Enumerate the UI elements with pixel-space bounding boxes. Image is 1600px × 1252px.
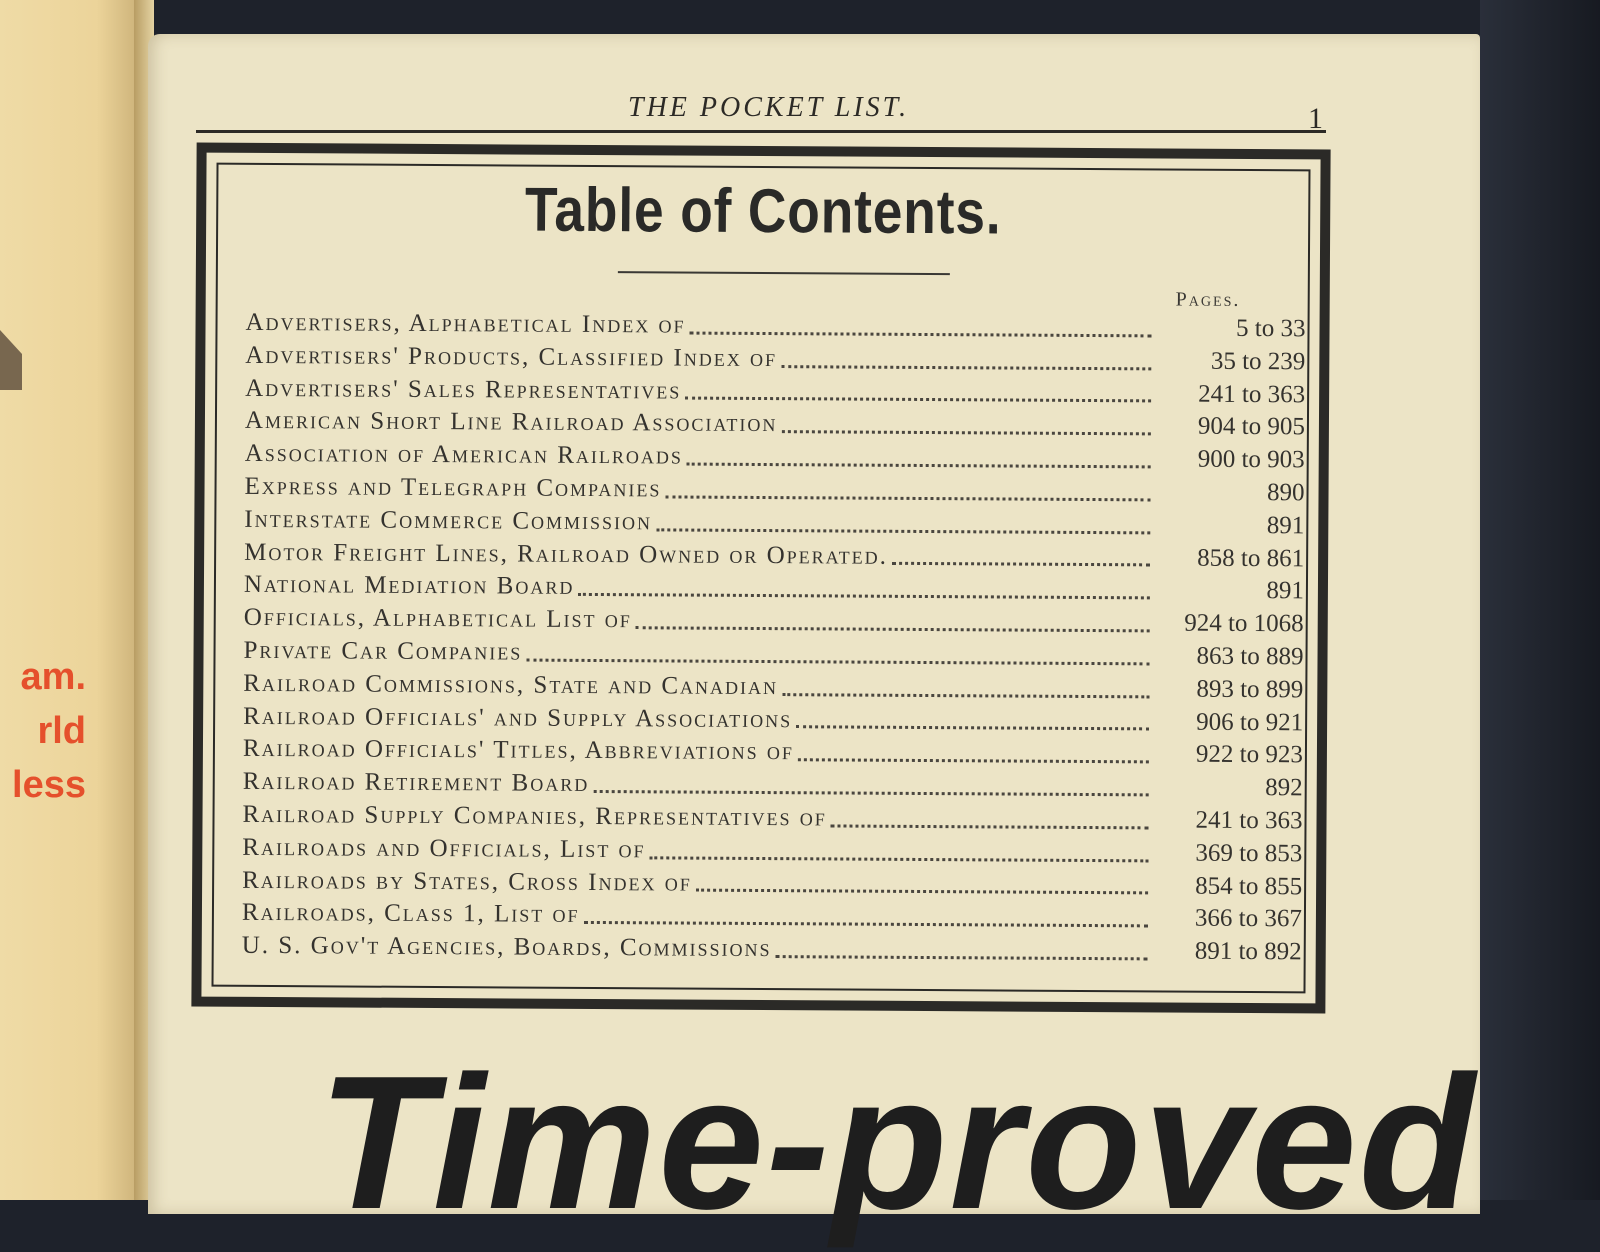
toc-entry-label: Railroad Commissions, State and Canadian xyxy=(243,669,779,700)
facing-page xyxy=(0,0,138,1200)
toc-entry-label: Officials, Alphabetical List of xyxy=(243,604,632,634)
toc-entry-label: Railroad Retirement Board xyxy=(242,767,590,798)
facing-page-illustration xyxy=(0,330,22,390)
dot-leader xyxy=(687,463,1151,469)
toc-entry-pages: 241 to 363 xyxy=(1195,806,1303,835)
toc-entry-pages: 924 to 1068 xyxy=(1184,609,1304,638)
dot-leader xyxy=(650,856,1149,862)
dot-leader xyxy=(656,528,1150,534)
toc-title: Table of Contents. xyxy=(524,175,1002,248)
dot-leader xyxy=(584,921,1148,927)
toc-entry-pages: 893 to 899 xyxy=(1196,675,1304,704)
toc-entry-pages: 891 xyxy=(1266,511,1305,540)
toc-entry-label: Railroads by States, Cross Index of xyxy=(242,866,692,897)
dot-leader xyxy=(796,726,1149,731)
toc-entry-pages: 900 to 903 xyxy=(1197,445,1305,474)
toc-entry-pages: 906 to 921 xyxy=(1196,708,1304,736)
background xyxy=(1480,0,1600,1200)
ad-fragment: less xyxy=(12,764,86,806)
toc-entry-pages: 891 xyxy=(1266,577,1305,605)
toc-entry-label: Railroad Officials' and Supply Associations xyxy=(243,702,793,733)
toc-entry-pages: 863 to 889 xyxy=(1196,642,1304,671)
toc-entry-label: Railroads, Class 1, List of xyxy=(241,899,580,929)
toc-entry-label: Association of American Railroads xyxy=(244,440,684,470)
ad-fragment: rld xyxy=(37,710,86,752)
dot-leader xyxy=(526,658,1149,665)
dot-leader xyxy=(892,562,1150,567)
toc-entry-pages: 890 xyxy=(1266,479,1305,507)
toc-entry-pages: 904 to 905 xyxy=(1197,413,1306,441)
toc-entry-label: Interstate Commerce Commission xyxy=(244,505,653,536)
toc-entry-pages: 241 to 363 xyxy=(1198,380,1306,408)
ad-fragment: am. xyxy=(20,656,86,698)
toc-entry-pages: 35 to 239 xyxy=(1210,347,1306,376)
toc-entry-label: Advertisers, Alphabetical Index of xyxy=(245,308,686,339)
toc-entry-pages: 5 to 33 xyxy=(1235,314,1306,343)
dot-leader xyxy=(798,758,1149,763)
toc-entry-label: Motor Freight Lines, Railroad Owned or Operated. xyxy=(244,538,889,570)
toc-entry-pages: 891 to 892 xyxy=(1194,937,1302,966)
toc-entry-label: U. S. Gov't Agencies, Boards, Commissions xyxy=(241,931,772,963)
dot-leader xyxy=(831,824,1149,829)
pages-column-header: Pages. xyxy=(1175,288,1241,311)
toc-entry-pages: 366 to 367 xyxy=(1194,905,1303,933)
dot-leader xyxy=(578,593,1150,599)
toc-entry-label: Advertisers' Products, Classified Index of xyxy=(245,341,778,372)
dot-leader xyxy=(685,397,1151,403)
dot-leader xyxy=(782,693,1149,698)
page-number: 1 xyxy=(1308,102,1323,135)
toc-entry-label: Express and Telegraph Companies xyxy=(244,472,662,503)
toc-entry-label: American Short Line Railroad Association xyxy=(244,407,778,438)
dot-leader xyxy=(776,955,1148,960)
toc-entry-label: Railroad Officials' Titles, Abbreviations of xyxy=(242,735,795,766)
toc-entry-label: Railroad Supply Companies, Representatives of xyxy=(242,800,827,832)
advertisement-headline: Time-proved xyxy=(318,1037,1477,1249)
toc-list xyxy=(242,309,1306,971)
header-rule xyxy=(196,130,1326,133)
dot-leader xyxy=(689,331,1151,337)
toc-entry-pages: 892 xyxy=(1265,774,1303,802)
dot-leader xyxy=(636,626,1150,632)
dot-leader xyxy=(665,495,1150,501)
toc-entry-label: Advertisers' Sales Representatives xyxy=(245,374,682,405)
dot-leader xyxy=(781,365,1151,370)
toc-entry-label: Railroads and Officials, List of xyxy=(242,833,646,864)
dot-leader xyxy=(593,790,1149,796)
book-page xyxy=(148,34,1480,1249)
dot-leader xyxy=(696,889,1148,895)
toc-entry-pages: 854 to 855 xyxy=(1195,872,1303,900)
toc-entry-label: National Mediation Board xyxy=(243,571,575,601)
facing-page-ad-text xyxy=(0,650,138,812)
toc-entry-pages: 922 to 923 xyxy=(1195,741,1304,769)
toc-entry xyxy=(242,932,1302,971)
toc-frame xyxy=(191,143,1330,1014)
dot-leader xyxy=(781,430,1151,435)
toc-entry-pages: 858 to 861 xyxy=(1197,544,1305,572)
running-title: THE POCKET LIST. xyxy=(628,92,910,123)
toc-entry-label: Private Car Companies xyxy=(243,636,523,666)
toc-entry-pages: 369 to 853 xyxy=(1195,839,1303,868)
